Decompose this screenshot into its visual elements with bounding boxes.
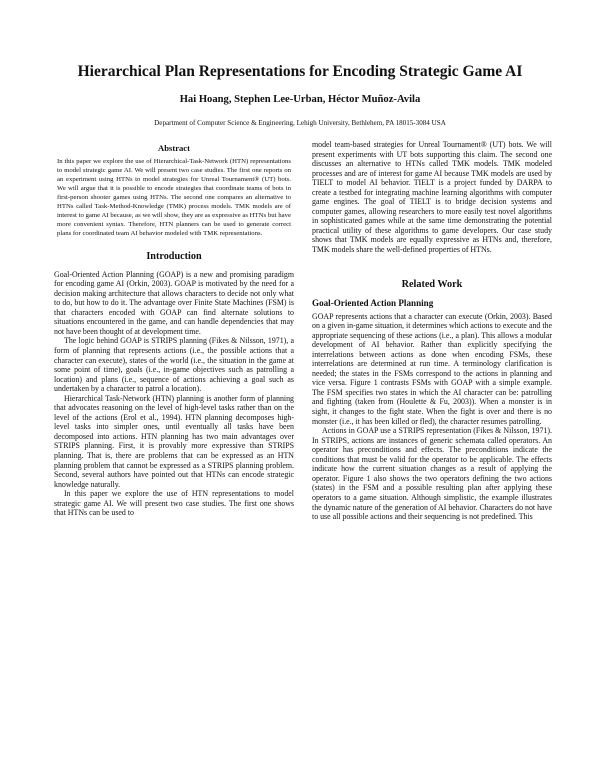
right-column: [312, 140, 552, 522]
goap-subheading: Goal-Oriented Action Planning: [312, 297, 434, 308]
paper-title: Hierarchical Plan Representations for Encoding Strategic Game AI: [77, 63, 523, 80]
intro-paragraph-4: In this paper we explore the use of HTN representations to model strategic game AI. We will present two case studies. The first one shows that HTNs can be used to: [54, 489, 294, 518]
intro-paragraph-1: Goal-Oriented Action Planning (GOAP) is a new and promising paradigm for encoding game AI (Orkin, 2003). GOAP is motivated by the need for a decision making architecture that allows characters to decide not only what to do, but how to do it. The advantage over Finite State Machines (FSM) is that characters encoded with GOAP can find alternate solutions to situations encountered in the game, and can handle dependencies that may not have been thought of at development time.: [54, 269, 294, 336]
paper-affiliation: Department of Computer Science & Engineering, Lehigh University, Bethlehem, PA 18015-3084 USA: [154, 119, 446, 127]
intro-continuation: model team-based strategies for Unreal Tournament® (UT) bots. We will present experiments with UT bots supporting this claim. The second one discusses an alternative to HTNs called TMK models. TMK modeled processes and are of interest for game AI because TMK models are used by TIELT to model AI behavior. TIELT is a project funded by DARPA to create a testbed for integrating machine learning algorithms with computer game engines. The goal of TIELT is to bridge decision systems and computer games, allowing researchers to more easily test novel algorithms in sophisticated games while at the same time demonstrating the potential practical utility of these algorithms to game developers. Our case study shows that TMK models are equally expressive as HTNs and, therefore, TMK models share the well-defined properties of HTNs.: [312, 140, 552, 255]
goap-paragraph-1: GOAP represents actions that a character can execute (Orkin, 2003). Based on a given in-game situation, it determines which actions to execute and the appropriate sequencing of these actions (i.e., a plan). This allows a modular development of AI behavior. Rather than explicitly specifying the interrelations between actions as done when encoding FSMs, these interrelations are determined at run time. A terminology clarification is needed; the states in the FSMs correspond to the actions in planning and vice versa. Figure 1 contrasts FSMs with GOAP with a simple example. The FSM specifies two states in which the AI character can be: patrolling and fighting (taken from (Houlette & Fu, 2003)). When a monster is in sight, it changes to the fight state. When the fight is over and there is no monster (i.e., it has been killed or fled), the character resumes patrolling.: [312, 311, 552, 426]
intro-paragraph-2: The logic behind GOAP is STRIPS planning (Fikes & Nilsson, 1971), a form of planning that represents actions (i.e., the possible actions that a character can execute), states of the world (i.e., the situation in the game at some point of time), goals (i.e., in-game objectives such as patrolling a location) and plans (i.e., sequence of actions achieving a goal such as undertaken by a character to patrol a location).: [54, 336, 294, 394]
introduction-heading: Introduction: [146, 250, 202, 262]
left-column: [54, 140, 294, 518]
paper-authors: Hai Hoang, Stephen Lee-Urban, Héctor Muñoz-Avila: [179, 94, 421, 105]
intro-paragraph-3: Hierarchical Task-Network (HTN) planning is another form of planning that advocates reasoning on the level of high-level tasks rather than on the level of the actions (Erol et al., 1994). HTN planning decomposes high-level tasks into simpler ones, until eventually all tasks have been decomposed into actions. HTN planning has two main advantages over STRIPS planning. First, it is provably more expressive than STRIPS planning. That is, there are problems that can be expressed as an HTN planning problem that cannot be expressed as a STRIPS planning problem. Second, several authors have pointed out that HTNs can encode strategic knowledge naturally.: [54, 393, 294, 489]
abstract-text: In this paper we explore the use of Hierarchical-Task-Network (HTN) representations to model strategic game AI. We will present two case studies. The first one reports on an experiment using HTNs to model strategies for Unreal Tournament® (UT) bots. We will argue that it is possible to encode strategies that coordinate teams of bots in first-person shooter games using HTNs. The second one compares an alternative to HTNs called Task-Method-Knowledge (TMK) process models. TMK models are of interest to game AI because, as we will show, they are as expressive as HTNs but have more convenient syntax. Therefore, HTN planners can be used to generate correct plans for coordinated team AI behavior modeled with TMK representations.: [57, 158, 291, 237]
goap-paragraph-2: Actions in GOAP use a STRIPS representation (Fikes & Nilsson, 1971). In STRIPS, actions are instances of generic schemata called operators. An operator has preconditions and effects. The preconditions indicate the conditions that must be valid for the operator to be applicable. The effects indicate how the current situation changes as a result of applying the operator. Figure 1 also shows the two operators defining the two actions (states) in the FSM and a possible resulting plan after applying these operators to a game situation. Although simplistic, the example illustrates the dynamic nature of the generation of AI behavior. Characters do not have to use all possible actions and their sequencing is not predefined. This: [312, 426, 552, 522]
related-work-heading: Related Work: [401, 278, 463, 290]
abstract-heading: Abstract: [158, 143, 190, 153]
